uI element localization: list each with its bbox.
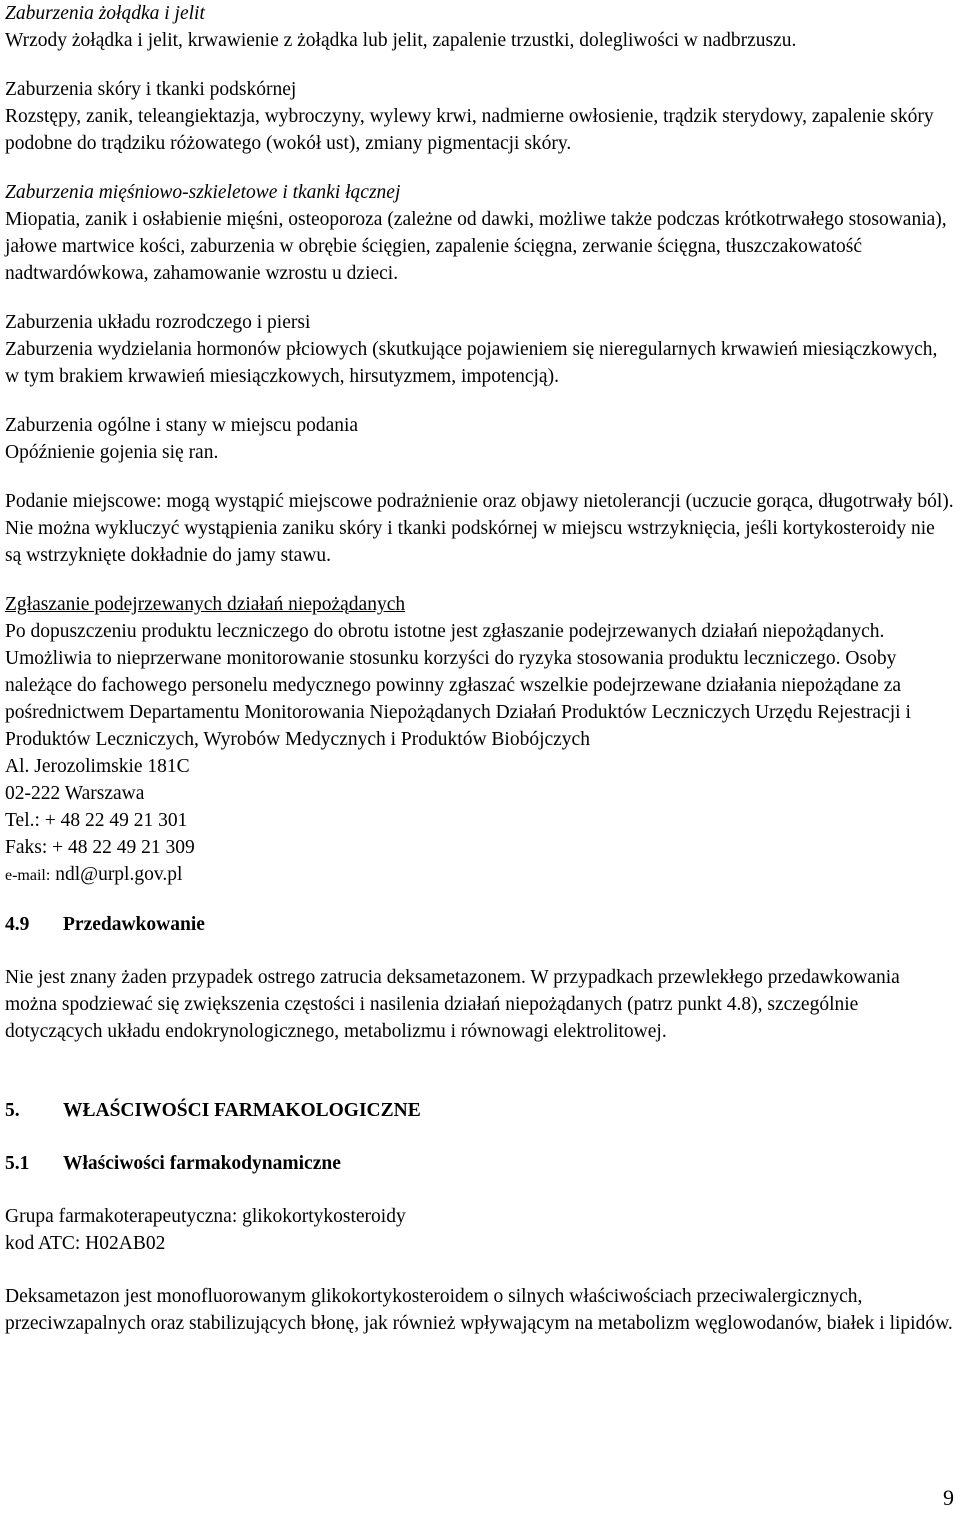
fax-number: Faks: + 48 22 49 21 309 — [5, 837, 195, 858]
pharmacology-number: 5. — [5, 1100, 20, 1121]
pharmacodynamics-heading — [5, 1150, 955, 1177]
section-heading-skin: Zaburzenia skóry i tkanki podskórnej — [5, 79, 297, 100]
reporting-heading: Zgłaszanie podejrzewanych działań niepożądanych — [5, 594, 406, 615]
address-city: 02-222 Warszawa — [5, 783, 145, 804]
pharmacodynamics-number: 5.1 — [5, 1153, 30, 1174]
section-heading-repro: Zaburzenia układu rozrodczego i piersi — [5, 312, 311, 333]
overdose-body: Nie jest znany żaden przypadek ostrego zatrucia deksametazonem. W przypadkach przewlekłego przedawkowania można spodziewać się zwiększenia częstości i nasilenia działań niepożądanych (patrz punkt 4.8), szczególnie dotyczących układu endokrynologicznego, metabolizmu i równowagi elektrolitowej. — [5, 967, 900, 1042]
pharmacotherapeutic-group: Grupa farmakoterapeutyczna: glikokortykosteroidy — [5, 1206, 406, 1227]
section-body-musculo: Miopatia, zanik i osłabienie mięśni, osteoporoza (zależne od dawki, możliwe także podczas krótkotrwałego stosowania), jałowe martwice kości, zaburzenia w obrębie ścięgien, zapalenie ścięgna, zerwanie ścięgna, tłuszczakowatość nadtwardówkowa, zahamowanie wzrostu u dzieci. — [5, 209, 947, 284]
email-label: e-mail: — [5, 867, 51, 884]
pharmacology-title: WŁAŚCIWOŚCI FARMAKOLOGICZNE — [63, 1100, 421, 1121]
overdose-title: Przedawkowanie — [63, 914, 205, 935]
section-body-gi: Wrzody żołądka i jelit, krwawienie z żołądka lub jelit, zapalenie trzustki, dolegliwości w nadbrzuszu. — [5, 30, 797, 51]
reporting-body: Po dopuszczeniu produktu leczniczego do obrotu istotne jest zgłaszanie podejrzewanych działań niepożądanych. Umożliwia to nieprzerwane monitorowanie stosunku korzyści do ryzyka stosowania produktu leczniczego. Osoby należące do fachowego personelu medycznego powinny zgłaszać wszelkie podejrzewane działania niepożądane za pośrednictwem Departamentu Monitorowania Niepożądanych Działań Produktów Leczniczych Urzędu Rejestracji i Produktów Leczniczych, Wyrobów Medycznych i Produktów Biobójczych — [5, 621, 911, 750]
email-address: ndl@urpl.gov.pl — [55, 864, 183, 885]
document-page — [5, 0, 955, 1337]
email-line — [5, 861, 955, 889]
address-street: Al. Jerozolimskie 181C — [5, 756, 190, 777]
section-body-repro: Zaburzenia wydzielania hormonów płciowych (skutkujące pojawieniem się nieregularnych krwawień miesiączkowych, w tym brakiem krwawień miesiączkowych, hirsutyzmem, impotencją). — [5, 339, 938, 387]
pharmacodynamics-title: Właściwości farmakodynamiczne — [63, 1153, 341, 1174]
section-heading-musculo: Zaburzenia mięśniowo-szkieletowe i tkanki łącznej — [5, 182, 401, 203]
pharmacology-heading — [5, 1097, 955, 1124]
page-number: 9 — [943, 1485, 954, 1510]
local-administration-paragraph: Podanie miejscowe: mogą wystąpić miejscowe podrażnienie oraz objawy nietolerancji (uczucie gorąca, długotrwały ból). — [5, 491, 954, 512]
skin-atrophy-paragraph: Nie można wykluczyć wystąpienia zaniku skóry i tkanki podskórnej w miejscu wstrzyknięcia, jeśli kortykosteroidy nie są wstrzyknięte dokładnie do jamy stawu. — [5, 518, 935, 566]
pharmacodynamics-body: Deksametazon jest monofluorowanym glikokortykosteroidem o silnych właściwościach przeciwalergicznych, przeciwzapalnych oraz stabilizujących błonę, jak również wpływającym na metabolizm węglowodanów, białek i lipidów. — [5, 1286, 953, 1334]
section-body-general: Opóźnienie gojenia się ran. — [5, 442, 219, 463]
section-body-skin: Rozstępy, zanik, teleangiektazja, wybroczyny, wylewy krwi, nadmierne owłosienie, trądzik sterydowy, zapalenie skóry podobne do trądziku różowatego (wokół ust), zmiany pigmentacji skóry. — [5, 106, 934, 154]
overdose-number: 4.9 — [5, 914, 30, 935]
atc-code: kod ATC: H02AB02 — [5, 1233, 166, 1254]
section-heading-general: Zaburzenia ogólne i stany w miejscu podania — [5, 415, 359, 436]
overdose-heading — [5, 911, 955, 938]
phone-number: Tel.: + 48 22 49 21 301 — [5, 810, 188, 831]
section-heading-gi: Zaburzenia żołądka i jelit — [5, 3, 205, 24]
